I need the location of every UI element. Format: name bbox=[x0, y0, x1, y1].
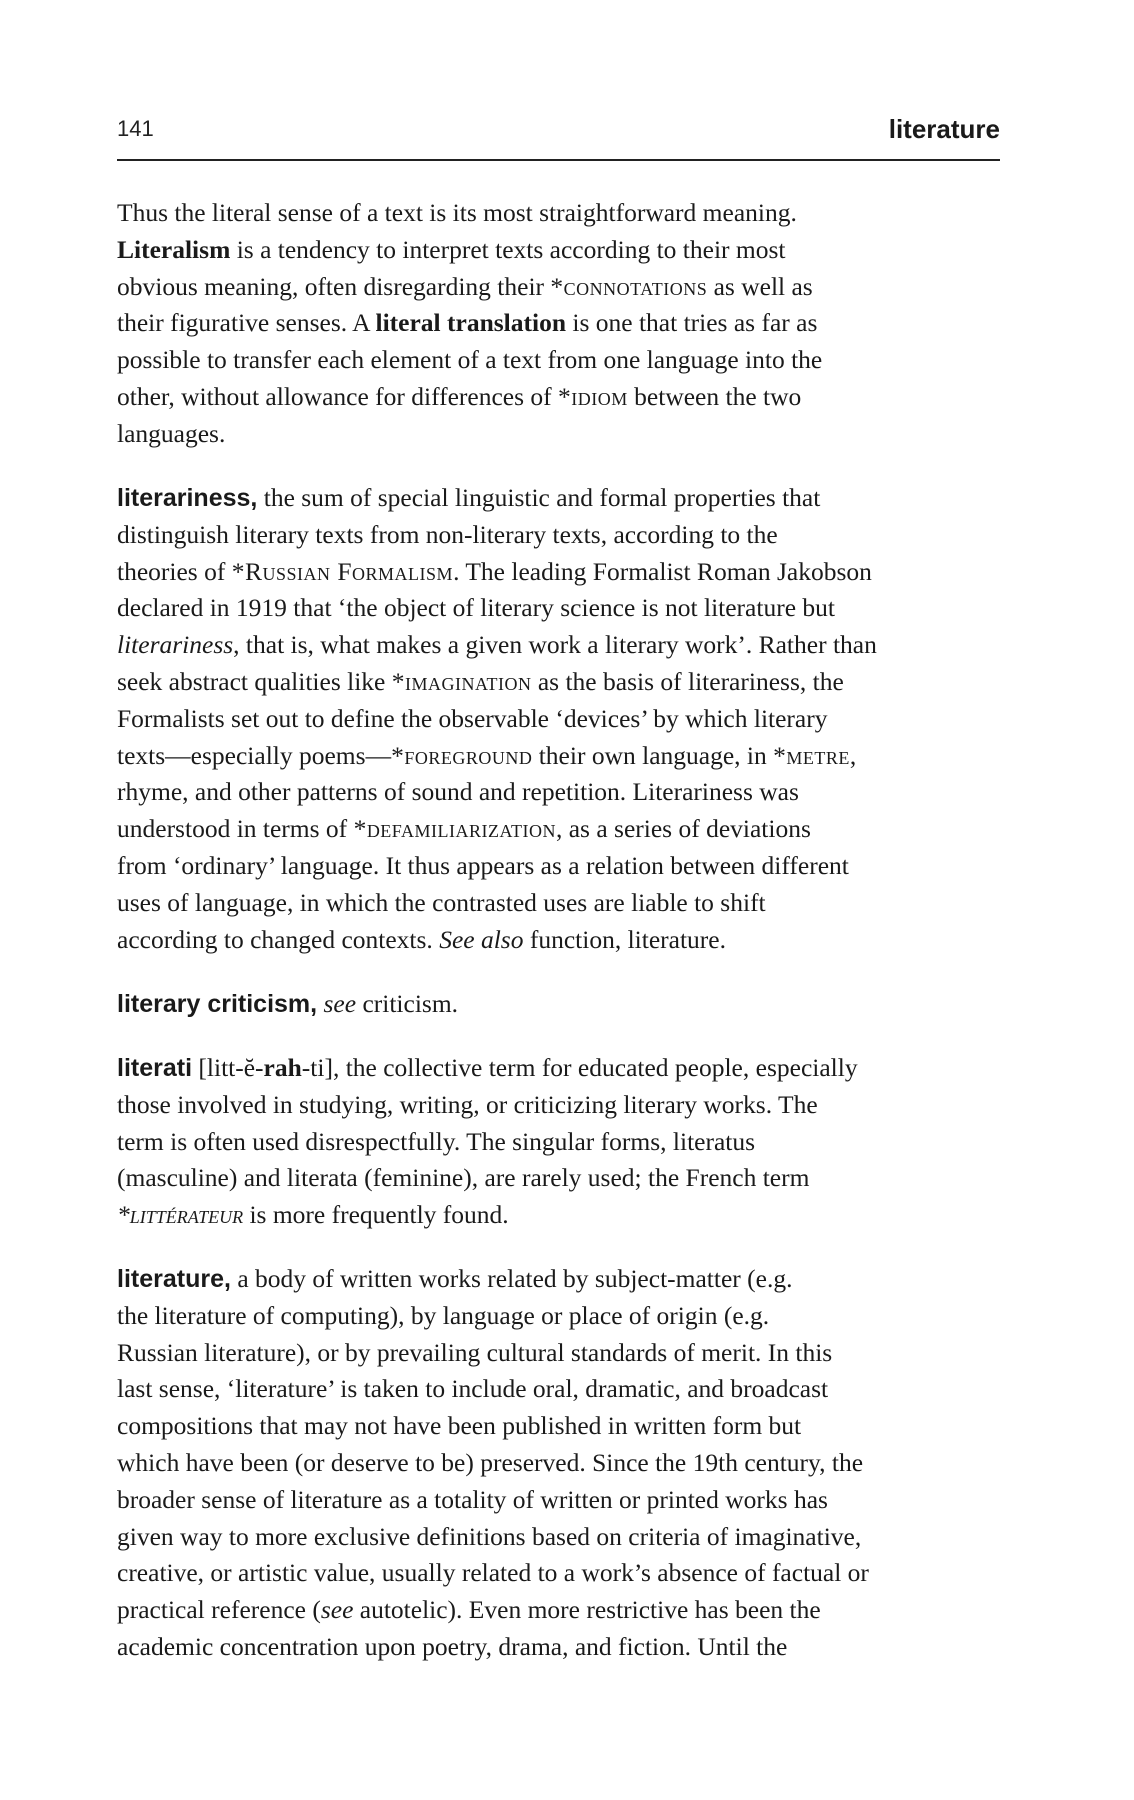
text-line bbox=[117, 195, 1017, 232]
cross-reference: *Russian Formalism bbox=[231, 556, 454, 586]
text: their figurative senses. A bbox=[117, 308, 376, 338]
text: as well as bbox=[707, 271, 813, 301]
text: compositions that may not have been published in written form but bbox=[117, 1411, 802, 1441]
text-line bbox=[117, 1050, 1017, 1087]
text: , bbox=[849, 740, 857, 770]
text-line bbox=[117, 1519, 1017, 1556]
text: their own language, in bbox=[532, 740, 774, 770]
text-line bbox=[117, 1445, 1017, 1482]
text: . The leading Formalist Roman Jakobson bbox=[453, 556, 872, 586]
text: , as a series of deviations bbox=[555, 814, 811, 844]
text: Formalists set out to define the observable ‘devices’ by which literary bbox=[117, 703, 828, 733]
entry-paragraph bbox=[117, 1261, 1017, 1666]
text: from ‘ordinary’ language. It thus appears as a relation between different bbox=[117, 850, 849, 880]
text-line bbox=[117, 664, 1017, 701]
text: texts—especially poems— bbox=[117, 740, 392, 770]
text: languages. bbox=[117, 418, 226, 448]
entry-paragraph bbox=[117, 986, 1017, 1023]
text: as the basis of literariness, the bbox=[531, 666, 844, 696]
text-line bbox=[117, 811, 1017, 848]
italic-text: see bbox=[323, 989, 357, 1018]
text: broader sense of literature as a totality of written or printed works has bbox=[117, 1484, 828, 1514]
text-line bbox=[117, 1335, 1017, 1372]
text-line bbox=[117, 416, 1017, 453]
text-line bbox=[117, 774, 1017, 811]
text-line bbox=[117, 1298, 1017, 1335]
italic-text: see bbox=[320, 1595, 354, 1625]
text: creative, or artistic value, usually related to a work’s absence of factual or bbox=[117, 1558, 869, 1588]
cross-reference: *foreground bbox=[391, 740, 533, 770]
text: academic concentration upon poetry, drama, and fiction. Until the bbox=[117, 1631, 788, 1661]
text: a body of written works related by subject-matter (e.g. bbox=[230, 1264, 793, 1293]
headword: literati bbox=[117, 1054, 193, 1082]
text: understood in terms of bbox=[117, 814, 354, 844]
text: is more frequently found. bbox=[243, 1200, 509, 1230]
text-line bbox=[117, 848, 1017, 885]
text: [litt-ĕ- bbox=[192, 1053, 264, 1082]
text: which have been (or deserve to be) preserved. Since the 19th century, the bbox=[117, 1447, 864, 1477]
text: between the two bbox=[627, 381, 802, 411]
text: , that is, what makes a given work a literary work’. Rather than bbox=[233, 630, 877, 660]
text-line bbox=[117, 885, 1017, 922]
headword: literature, bbox=[117, 1265, 231, 1293]
text-line bbox=[117, 590, 1017, 627]
text-line bbox=[117, 986, 1017, 1023]
text-line bbox=[117, 269, 1017, 306]
running-title: literature bbox=[888, 114, 1000, 144]
text: declared in 1919 that ‘the object of literary science is not literature but bbox=[117, 593, 835, 623]
text-line bbox=[117, 1482, 1017, 1519]
text: those involved in studying, writing, or criticizing literary works. The bbox=[117, 1089, 818, 1119]
text: uses of language, in which the contrasted uses are liable to shift bbox=[117, 887, 766, 917]
text: autotelic). Even more restrictive has been the bbox=[353, 1595, 821, 1625]
text: is one that tries as far as bbox=[566, 308, 818, 338]
entry-paragraph bbox=[117, 195, 1017, 453]
cross-reference: *connotations bbox=[550, 271, 708, 301]
text-line bbox=[117, 1408, 1017, 1445]
italic-text: See also bbox=[439, 924, 524, 954]
text: other, without allowance for differences of bbox=[117, 381, 559, 411]
text: seek abstract qualities like bbox=[117, 666, 392, 696]
text-line bbox=[117, 1124, 1017, 1161]
text: (masculine) and literata (feminine), are rarely used; the French term bbox=[117, 1163, 810, 1193]
italic-text: literariness bbox=[117, 630, 234, 660]
text: is a tendency to interpret texts according to their most bbox=[230, 234, 786, 264]
text-line bbox=[117, 1197, 1017, 1234]
text-line bbox=[117, 379, 1017, 416]
bold-term: Literalism bbox=[117, 234, 231, 264]
text: Russian literature), or by prevailing cultural standards of merit. In this bbox=[117, 1337, 833, 1367]
text: function, literature. bbox=[523, 924, 726, 954]
text-line bbox=[117, 1160, 1017, 1197]
text: -ti], the collective term for educated people, especially bbox=[301, 1053, 858, 1082]
text: possible to transfer each element of a text from one language into the bbox=[117, 345, 823, 375]
text-line bbox=[117, 480, 1017, 517]
text-line bbox=[117, 517, 1017, 554]
running-header bbox=[117, 116, 1000, 152]
text-line bbox=[117, 232, 1017, 269]
text: practical reference ( bbox=[117, 1595, 321, 1625]
cross-reference: *imagination bbox=[391, 666, 532, 696]
cross-reference: *metre bbox=[773, 740, 850, 770]
text-line bbox=[117, 627, 1017, 664]
bold-term: rah bbox=[263, 1053, 302, 1082]
text: obvious meaning, often disregarding their bbox=[117, 271, 551, 301]
headword: literary criticism, bbox=[117, 990, 318, 1018]
text: according to changed contexts. bbox=[117, 924, 440, 954]
text-line bbox=[117, 1629, 1017, 1666]
cross-reference: *littérateur bbox=[117, 1200, 244, 1230]
text-line bbox=[117, 1261, 1017, 1298]
entry-paragraph bbox=[117, 1050, 1017, 1234]
text: the sum of special linguistic and formal properties that bbox=[257, 483, 821, 512]
text: distinguish literary texts from non-literary texts, according to the bbox=[117, 519, 778, 549]
text-line bbox=[117, 342, 1017, 379]
text: term is often used disrespectfully. The singular forms, literatus bbox=[117, 1126, 756, 1156]
text: theories of bbox=[117, 556, 232, 586]
text-line bbox=[117, 738, 1017, 775]
bold-term: literal translation bbox=[375, 308, 567, 338]
headword: literariness, bbox=[117, 484, 258, 512]
text: last sense, ‘literature’ is taken to include oral, dramatic, and broadcast bbox=[117, 1374, 829, 1404]
text: the literature of computing), by language or place of origin (e.g. bbox=[117, 1300, 770, 1330]
entry-paragraph bbox=[117, 480, 1017, 958]
text-line bbox=[117, 1087, 1017, 1124]
page-number: 141 bbox=[117, 116, 154, 141]
text-line bbox=[117, 1555, 1017, 1592]
text: Thus the literal sense of a text is its most straightforward meaning. bbox=[117, 198, 797, 227]
text-line bbox=[117, 701, 1017, 738]
text-line bbox=[117, 554, 1017, 591]
header-rule bbox=[117, 159, 1000, 161]
text-line bbox=[117, 922, 1017, 959]
text: criticism. bbox=[356, 989, 459, 1018]
text-line bbox=[117, 1371, 1017, 1408]
text: given way to more exclusive definitions based on criteria of imaginative, bbox=[117, 1521, 862, 1551]
cross-reference: *defamiliarization bbox=[353, 814, 556, 844]
cross-reference: *idiom bbox=[558, 381, 628, 411]
text: rhyme, and other patterns of sound and repetition. Literariness was bbox=[117, 777, 799, 807]
text-line bbox=[117, 1592, 1017, 1629]
text-line bbox=[117, 305, 1017, 342]
